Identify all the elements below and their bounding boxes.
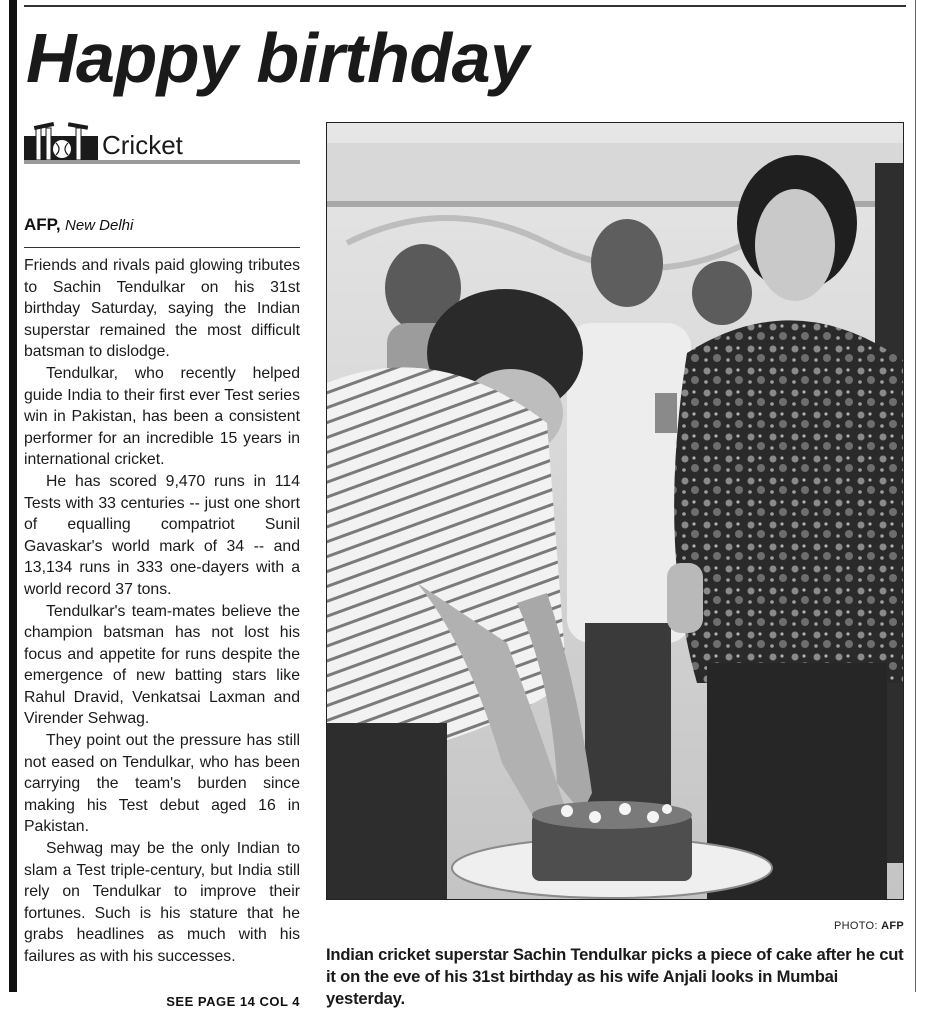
page-top-rule [24,5,906,7]
paragraph: They point out the pressure has still not eased on Tendulkar, who has been carrying the team's burden since making his Test debut aged 16 in Pakistan. [24,732,300,836]
photo-credit-label: PHOTO: [833,920,878,932]
cricket-ball-stumps-icon [24,122,98,162]
dateline [24,214,133,237]
paragraph: Tendulkar's team-mates believe the champion batsman has not lost his focus and appetite for runs despite the emergence of new batting stars like Rahul Dravid, Venkatsai Laxman and Virender Sehwag. [24,602,300,728]
dateline-agency: AFP [24,215,56,234]
page-left-border [9,0,17,992]
paragraph: Sehwag may be the only Indian to slam a Test triple-century, but India still rely on Tendulkar to improve their fortunes. Such is his stature that he grabs headlines as much with his failures as with his successes. [24,840,300,965]
continuation-note: SEE PAGE 14 COL 4 [166,994,300,1009]
photo-credit [834,920,904,932]
dateline-rule [24,247,300,248]
page-right-border [915,0,916,992]
paragraph: He has scored 9,470 runs in 114 Tests with 33 centuries -- just one short of equalling compatriot Sunil Gavaskar's world mark of 34 -- and 13,134 runs in 333 one-dayers with a world record 37 tons. [24,472,300,598]
section-name: Cricket [102,130,183,160]
paragraph: Tendulkar, who recently helped guide India to their first ever Test series win in Pakistan, has been a consistent performer for an incredible 15 years in international cricket. [24,364,300,469]
section-rule [24,160,300,164]
article-body [24,255,300,968]
paragraph: Friends and rivals paid glowing tributes to Sachin Tendulkar on his 31st birthday Saturday, saying the Indian superstar remained the most difficult batsman to dislodge. [24,257,300,361]
photo-illustration [327,123,904,900]
dateline-comma: , [55,215,61,234]
section-tag [24,120,300,166]
dateline-place: New Delhi [65,217,134,234]
news-photo [326,122,904,900]
photo-credit-source: AFP [881,920,904,932]
headline: Happy birthday [26,19,529,97]
photo-caption: Indian cricket superstar Sachin Tendulkar picks a piece of cake after he cut it on the eve of his 31st birthday as his wife Anjali looks in Mumbai yesterday. [326,945,904,1008]
